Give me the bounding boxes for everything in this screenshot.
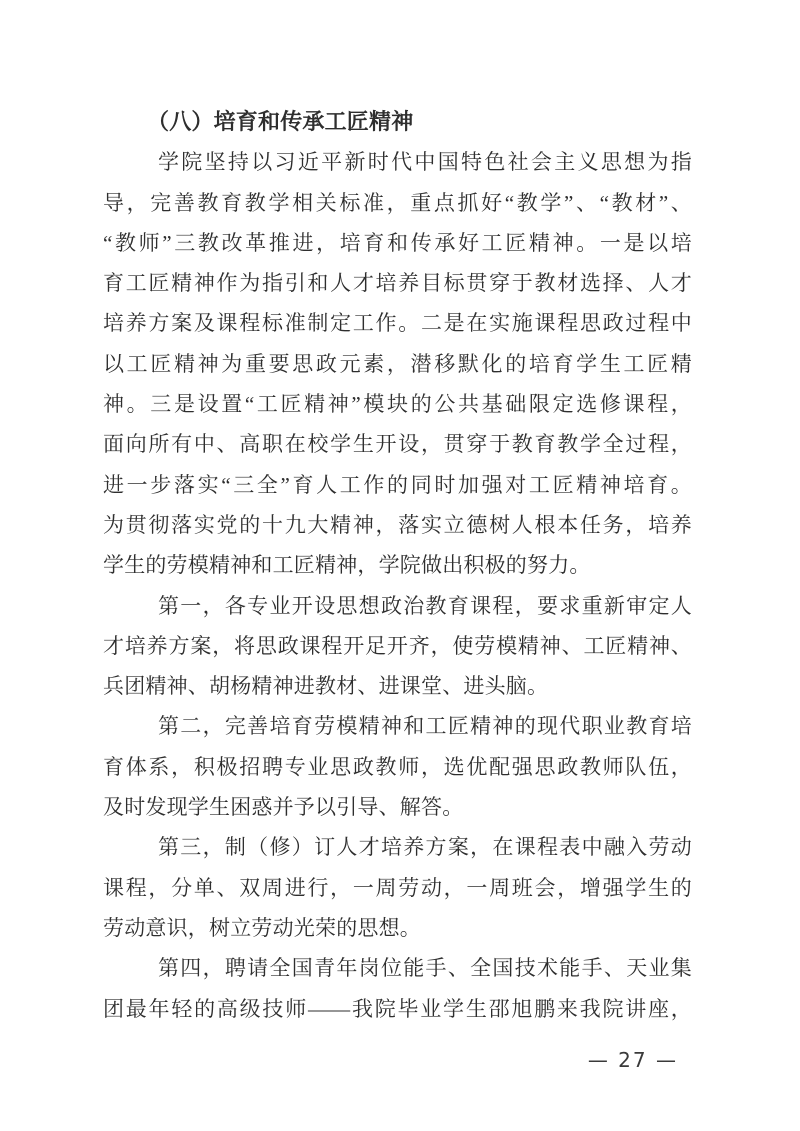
text-line: 以工匠精神为重要思政元素，潜移默化的培育学生工匠精 — [103, 351, 692, 376]
section-heading: （八）培育和传承工匠精神 — [147, 109, 414, 134]
text-line: 育体系，积极招聘专业思政教师，选优配强思政教师队伍， — [103, 754, 692, 779]
text-line: 课程，分单、双周进行，一周劳动，一周班会，增强学生的 — [103, 875, 692, 900]
text-line: 劳动意识，树立劳动光荣的思想。 — [103, 915, 421, 940]
page-footer — [103, 1048, 692, 1072]
text-line: 及时发现学生困惑并予以引导、解答。 — [103, 795, 464, 820]
text-block — [103, 102, 692, 1029]
text-line: 第四，聘请全国青年岗位能手、全国技术能手、天业集 — [158, 956, 692, 981]
text-line: 第二，完善培育劳模精神和工匠精神的现代职业教育培 — [158, 714, 692, 739]
text-line: 面向所有中、高职在校学生开设，贯穿于教育教学全过程， — [103, 432, 692, 457]
text-line: 学生的劳模精神和工匠精神，学院做出积极的努力。 — [103, 553, 591, 578]
text-line: 学院坚持以习近平新时代中国特色社会主义思想为指 — [158, 150, 692, 175]
text-line: 为贯彻落实党的十九大精神，落实立德树人根本任务，培养 — [103, 512, 692, 537]
text-line: 才培养方案，将思政课程开足开齐，使劳模精神、工匠精神、 — [103, 633, 692, 658]
text-line: 团最年轻的高级技师——我院毕业学生邵旭鹏来我院讲座， — [103, 996, 692, 1021]
text-line: “教师”三教改革推进，培育和传承好工匠精神。一是以培 — [103, 230, 692, 255]
text-line: 导，完善教育教学相关标准，重点抓好“教学”、“教材”、 — [103, 190, 692, 215]
text-line: 神。三是设置“工匠精神”模块的公共基础限定选修课程， — [103, 392, 692, 417]
text-line: 育工匠精神作为指引和人才培养目标贯穿于教材选择、人才 — [103, 271, 692, 296]
paragraphs — [103, 142, 692, 1029]
text-line: 进一步落实“三全”育人工作的同时加强对工匠精神培育。 — [103, 472, 692, 497]
text-line: 第三，制（修）订人才培养方案，在课程表中融入劳动 — [158, 835, 692, 860]
text-line: 兵团精神、胡杨精神进教材、进课堂、进头脑。 — [103, 674, 549, 699]
text-line: 培养方案及课程标准制定工作。二是在实施课程思政过程中 — [103, 311, 692, 336]
text-line: 第一，各专业开设思想政治教育课程，要求重新审定人 — [158, 593, 692, 618]
page-number: — 27 — — [587, 1048, 678, 1072]
